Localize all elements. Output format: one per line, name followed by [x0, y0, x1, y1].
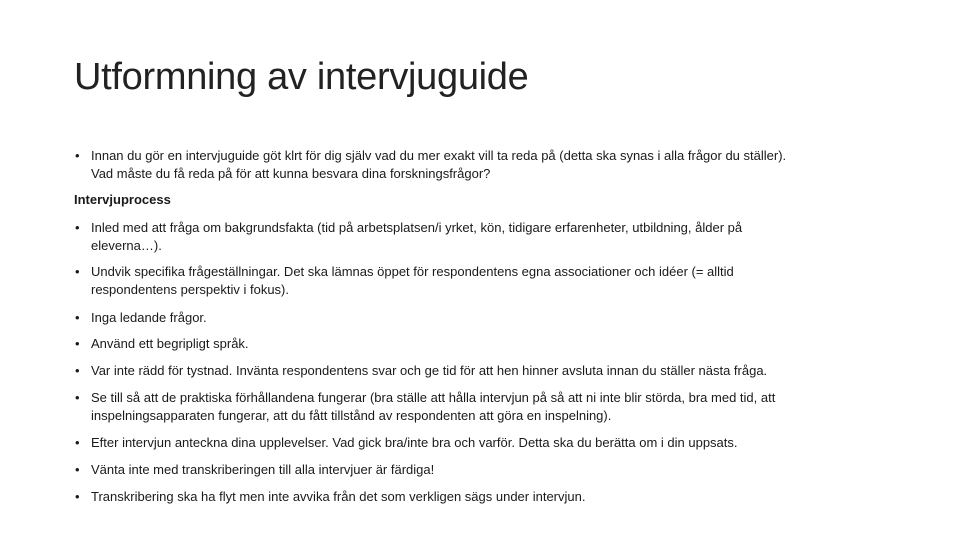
bullet-line: Efter intervjun anteckna dina upplevelser. Vad gick bra/inte bra och varför. Detta ska du berätta om i din uppsats.: [91, 435, 738, 450]
bullet-icon: •: [75, 264, 80, 279]
bullet-line: Transkribering ska ha flyt men inte avvika från det som verkligen sägs under intervjun.: [91, 489, 586, 504]
bullet-line: respondentens perspektiv i fokus).: [91, 282, 289, 297]
bullet-line: eleverna…).: [91, 238, 162, 253]
bullet-line: Använd ett begripligt språk.: [91, 336, 249, 351]
bullet-line: Vänta inte med transkriberingen till alla intervjuer är färdiga!: [91, 462, 435, 477]
bullet-icon: •: [75, 435, 80, 450]
bullet-icon: •: [75, 310, 80, 325]
bullet-icon: •: [75, 489, 80, 504]
bullet-line: Undvik specifika frågeställningar. Det ska lämnas öppet för respondentens egna associationer och idéer (= alltid: [91, 264, 734, 279]
bullet-line: Inga ledande frågor.: [91, 310, 207, 325]
bullet-icon: •: [75, 148, 80, 163]
bullet-line: inspelningsapparaten fungerar, att du fått tillstånd av respondenten att göra en inspelning).: [91, 408, 612, 423]
bullet-line: Inled med att fråga om bakgrundsfakta (tid på arbetsplatsen/i yrket, kön, tidigare erfarenheter, utbildning, ålder på: [91, 220, 743, 235]
bullet-icon: •: [75, 462, 80, 477]
bullet-line: Se till så att de praktiska förhållandena fungerar (bra ställe att hålla intervjun på så att ni inte blir störda, bra med tid, att: [91, 390, 776, 405]
slide-title: Utformning av intervjuguide: [74, 56, 529, 98]
bullet-icon: •: [75, 390, 80, 405]
section-heading: Intervjuprocess: [74, 192, 171, 207]
bullet-icon: •: [75, 220, 80, 235]
bullet-line: Vad måste du få reda på för att kunna besvara dina forskningsfrågor?: [91, 166, 491, 181]
bullet-line: Var inte rädd för tystnad. Invänta respondentens svar och ge tid för att hen hinner avsluta innan du ställer nästa fråga.: [91, 363, 768, 378]
bullet-icon: •: [75, 363, 80, 378]
bullet-line: Innan du gör en intervjuguide göt klrt för dig själv vad du mer exakt vill ta reda på (detta ska synas i alla frågor du ställer).: [91, 148, 787, 163]
bullet-icon: •: [75, 336, 80, 351]
